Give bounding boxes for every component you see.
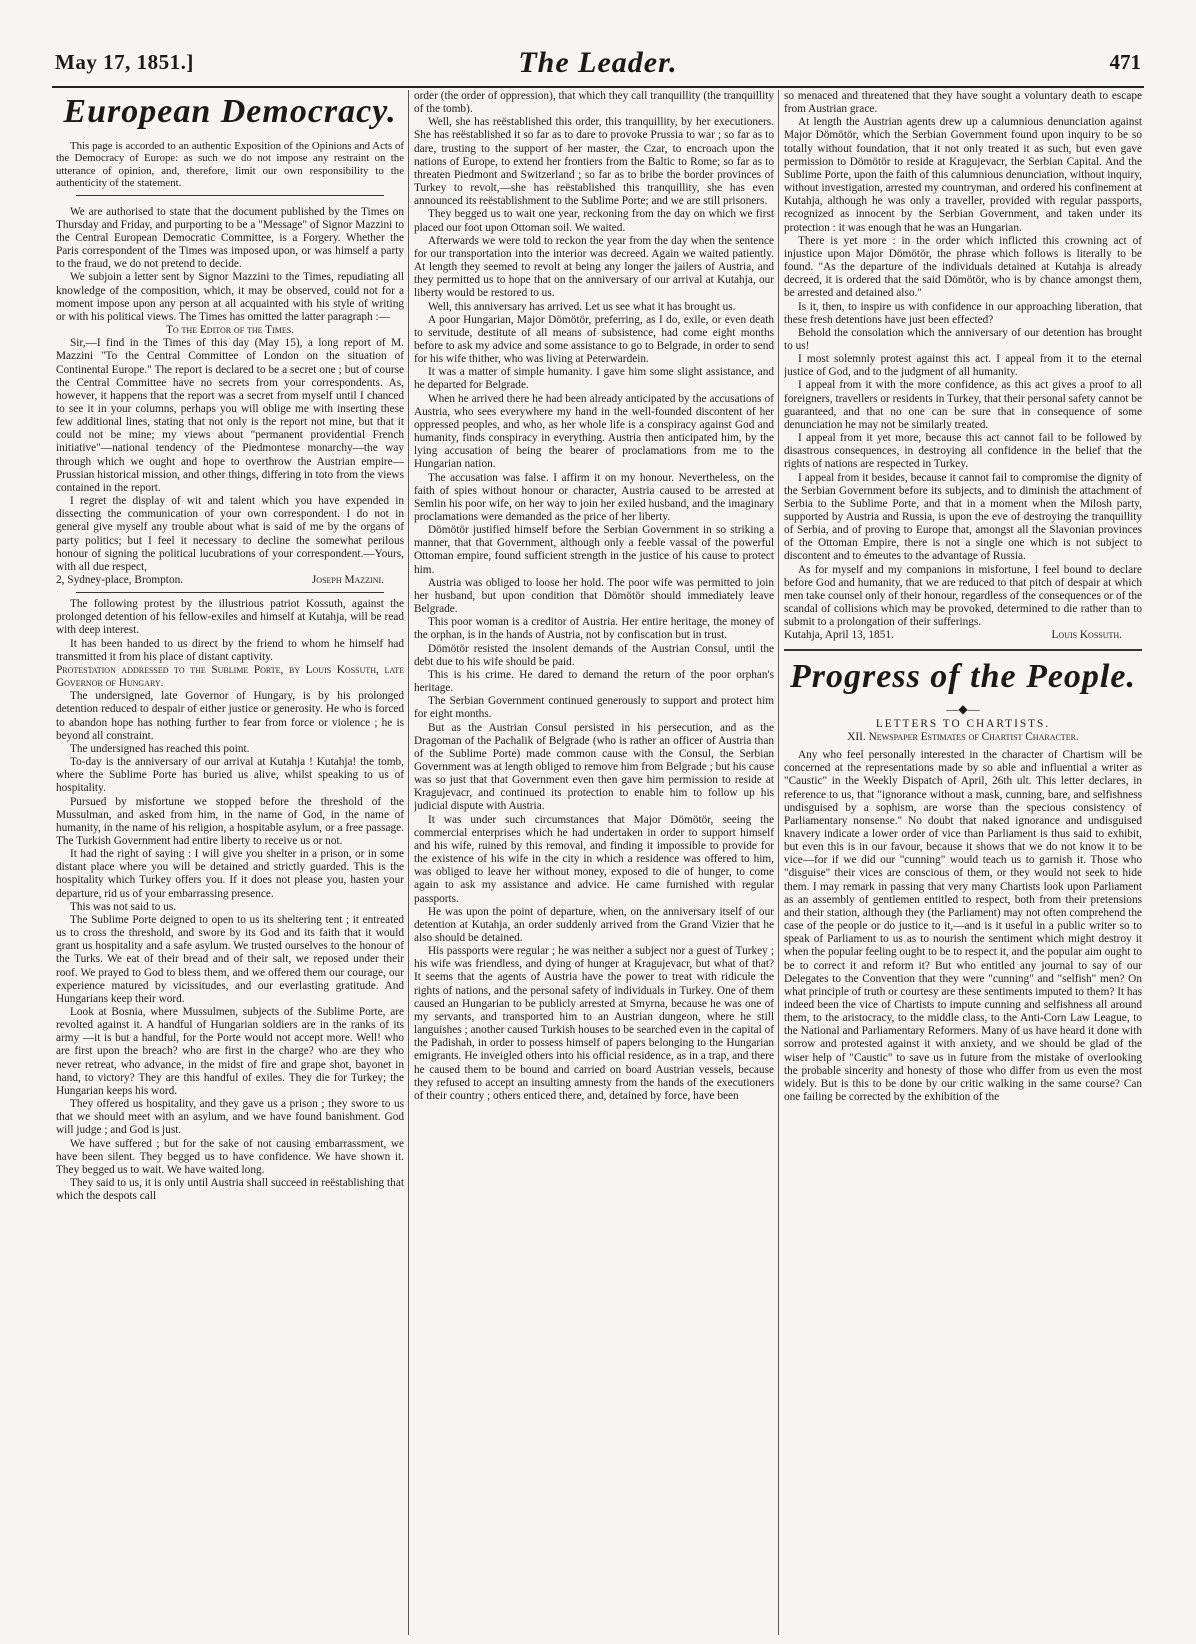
protest-signoff xyxy=(784,629,1142,642)
section-intro: This page is accorded to an authentic Exposition of the Opinions and Acts of the Democracy of Europe: as such we do not impose any restraint on the utterance of opinion, and, therefore, limit our own responsibility to the authenticity of the statement. xyxy=(56,140,404,190)
protest-paragraph: The accusation was false. I affirm it on my honour. Nevertheless, on the faith of spies without honour or character, Austria caused to be arrested at Semlin his poor wife, on her way to join her exiled husband, and the imaginary proclamations were demanded as the price of her liberty. xyxy=(414,471,774,523)
letter-signoff xyxy=(56,574,404,587)
masthead xyxy=(45,46,1151,86)
protest-paragraph: As for myself and my companions in misfortune, I feel bound to declare before God and humanity, that we are reduced to that pitch of despair at which men take counsel only of their honour, regardless of the consequences or of the scandal of collisions which may be provoked, determined to die rather than to submit to a prolongation of their sufferings. xyxy=(784,563,1142,629)
column-3 xyxy=(784,90,1142,1635)
protest-paragraph: I appeal from it with the more confidence, as this act gives a proof to all foreigners, travellers or residents in Turkey, that their personal safety cannot be guaranteed, and that no one can be sure that in consequence of some denunciation he may not be similarly treated. xyxy=(784,379,1142,431)
protest-paragraph: They offered us hospitality, and they gave us a prison ; they swore to us that we should meet with an asylum, and we have found banishment. God will judge ; and God is just. xyxy=(56,1098,404,1137)
protest-paragraph: It had the right of saying : I will give you shelter in a prison, or in some distant place where you will be detained and strictly guarded. This is the hospitality which Turkey offers you. If it does not please you, hasten your departure, rid us of your embarrassing presence. xyxy=(56,848,404,900)
protest-paragraph: Austria was obliged to loose her hold. The poor wife was permitted to join her husband, but upon condition that Dömötör should immediately leave Belgrade. xyxy=(414,576,774,616)
protest-paragraph: I appeal from it yet more, because this act cannot fail to be followed by disastrous consequences, in destroying all confidence in the belief that the rights of nations are respected in Turkey. xyxy=(784,432,1142,471)
letter-heading: To the Editor of the Times. xyxy=(166,324,294,337)
protest-paragraph: Well, this anniversary has arrived. Let us see what it has brought us. xyxy=(428,300,736,313)
protest-paragraph: It was a matter of simple humanity. I gave him some slight assistance, and he departed for Belgrade. xyxy=(414,366,774,392)
column-2 xyxy=(414,90,774,1635)
protest-paragraph: This was not said to us. xyxy=(70,900,177,913)
protest-paragraph: But as the Austrian Consul persisted in his persecution, and as the Dragoman of the Pachalik of Belgrade (who is rather an officer of Austria than of the Sublime Porte) made common cause with the Consul, the Serbian Government was at length obliged to remove him from Belgrade ; but his cause was so just that that Government even then gave him permission to reside at Kragujevacr, and continued its protection to enable him to follow up his judicial dispute with Austria. xyxy=(414,721,774,813)
column-divider xyxy=(408,90,409,1635)
protest-place-date: Kutahja, April 13, 1851. xyxy=(784,629,894,642)
protest-paragraph: They said to us, it is only until Austria shall succeed in reëstablishing that which the despots call xyxy=(56,1177,404,1203)
article-paragraph: We subjoin a letter sent by Signor Mazzini to the Times, repudiating all knowledge of the composition, which, it may be observed, could not for a moment impose upon any person at all acquainted with his style of writing or with his political views. The Times has omitted the latter paragraph :— xyxy=(56,271,404,323)
protest-signature: Louis Kossuth. xyxy=(1051,629,1122,642)
ornament-icon: —◆— xyxy=(946,701,980,716)
protest-paragraph: so menaced and threatened that they have sought a voluntary death to escape from Austrian grace. xyxy=(784,90,1142,116)
protest-paragraph: This is his crime. He dared to demand the return of the poor orphan's heritage. xyxy=(414,668,774,695)
column-1 xyxy=(56,90,404,1635)
protest-paragraph: Dömötör justified himself before the Serbian Government in so striking a manner, that that Government, although only a feeble vassal of the powerful Ottoman empire, found sufficient strength in the justice of his cause to protect him. xyxy=(414,524,774,576)
divider xyxy=(76,195,384,196)
protest-paragraph: The undersigned, late Governor of Hungary, is by his prolonged detention reduced to despair of either justice or generosity. He who is forced to abandon hope has nothing further to fear from force or violence ; he is beyond all constraint. xyxy=(56,690,404,742)
article-paragraph: The following protest by the illustrious patriot Kossuth, against the prolonged detention of his fellow-exiles and himself at Kutahja, will be read with deep interest. xyxy=(56,598,404,637)
protest-paragraph: This poor woman is a creditor of Austria. Her entire heritage, the money of the orphan, is in the hands of Austria, not by confiscation but in trust. xyxy=(414,616,774,642)
protest-paragraph: To-day is the anniversary of our arrival at Kutahja ! Kutahja! the tomb, where the Sublime Porte has buried us alive, whilst speaking to us of hospitality. xyxy=(56,756,404,795)
protest-paragraph: He was upon the point of departure, when, on the anniversary itself of our detention at Kutahja, an order suddenly arrived from the Grand Vizier that he also should be detained. xyxy=(414,905,774,944)
protest-paragraph: There is yet more : in the order which inflicted this crowning act of injustice upon Major Dömötör, the phrase which follows is literally to be found. "As the departure of the individuals detained at Kutahja is already decreed, it is ordered that the said Dömötör, who is by chance amongst them, be arrested and detained also." xyxy=(784,234,1142,300)
protest-paragraph: We have suffered ; but for the sake of not causing embarrassment, we have been silent. They begged us to have confidence. We have shown it. They begged us to wait. We have waited long. xyxy=(56,1137,404,1176)
letter-paragraph: I regret the display of wit and talent which you have expended in dissecting the communication of your own correspondent. I do not in general give myself any trouble about what is said of me by the organs of party politics; but I feel it necessary to decline the somewhat perilous honour of signing the political lucubrations of your correspondent.—Yours, with all due respect, xyxy=(56,495,404,573)
letter-title: XII. Newspaper Estimates of Chartist Character. xyxy=(847,730,1079,743)
protest-paragraph: When he arrived there he had been already anticipated by the accusations of Austria, who sees everywhere my hand in the well-founded discontent of her oppressed peoples, and who, as her whole life is a conspiracy against God and humanity, finds conspiracy in everything. Austria then anticipated him, by the lying accusation of being the bearer of proclamations from me to the Hungarian nation. xyxy=(414,392,774,471)
protest-paragraph: Well, she has reëstablished this order, this tranquillity, by her executioners. She has reëstablished it so far as to dare to provoke Prussia to war ; so far as to dare, trusting to the support of her master, the Czar, to encroach upon the nations of Europe, to extend her frontiers from the Baltic to Rome; so far as to threaten Piedmont and Switzerland ; so far as to bribe the border provinces of Turkey to revolt,—she has reëstablished this tranquillity, she has even announced its reëstablishment to the Sublime Porte; and we are still prisoners. xyxy=(414,116,774,208)
section-heading-european-democracy: European Democracy. xyxy=(63,93,397,130)
protest-paragraph: His passports were regular ; he was neither a subject nor a guest of Turkey ; his wife was friendless, and dying of hunger at Kragujevacr, but what of that? It seems that the agents of Austria have the power to treat with ridicule the rights of nations, and the personal safety of individuals in Turkey. One of them caused an Hungarian to be publicly arrested at Smyrna, because he was one of my servants, and transported him to an Austrian dungeon, where he still languishes ; another caused Turkish houses to be searched even in the capital of the Padishah, in order to possess himself of papers belonging to the Hungarian emigrants. He inveigled others into his official residence, as in a trap, and there he caused them to be bound and carried on board Austrian vessels, because they refused to accept an insulting amnesty from the hands of the executioners of their country ; others enticed there, and, detained by force, have been xyxy=(414,945,774,1102)
section-divider xyxy=(784,649,1142,651)
protest-paragraph: The undersigned has reached this point. xyxy=(70,742,250,755)
issue-date: May 17, 1851.] xyxy=(55,50,194,74)
protest-paragraph: At length the Austrian agents drew up a calumnious denunciation against Major Dömötör, which the Serbian Government found upon inquiry to be so totally without foundation, that it not only treated it as such, but even gave permission to Dömötör to reside at Kragujevacr, the Serbian Capital. And the Sublime Porte, upon the faith of this calumnious denunciation, without inquiry, without investigation, arrested my countryman, and ordered his confinement at Kutahja, although he was only a traveller, provided with regular passports, recognized as innocent by the Serbian Government, and taken under its protection : it was enough that he was an Hungarian. xyxy=(784,116,1142,234)
protest-paragraph: I appeal from it besides, because it cannot fail to compromise the dignity of the Serbian Government before its subjects, and to diminish the attachment of Serbia to the Sublime Porte, and that in a moment when the Milosh party, supported by Austria and Russia, is upon the eve of destroying the tranquillity of Serbia, and of proving to Europe that, amongst all the Slavonian provinces of the Ottoman Empire, there is not a single one which is not subject to discontent and to émeutes to the advantage of Russia. xyxy=(784,471,1142,563)
protest-paragraph: Behold the consolation which the anniversary of our detention has brought to us! xyxy=(784,326,1142,352)
article-paragraph: It has been handed to us direct by the friend to whom he himself had transmitted it from his place of distant captivity. xyxy=(56,637,404,663)
protest-paragraph: The Serbian Government continued generously to support and protect him for eight months. xyxy=(414,695,774,721)
protest-paragraph: order (the order of oppression), that which they call tranquillity (the tranquillity of the tomb). xyxy=(414,90,774,116)
protest-paragraph: They begged us to wait one year, reckoning from the day on which we first placed our foot upon Ottoman soil. We waited. xyxy=(414,208,774,234)
divider xyxy=(76,592,384,593)
top-rule xyxy=(52,86,1144,88)
newspaper-title: The Leader. xyxy=(518,46,678,79)
protest-paragraph: I most solemnly protest against this act. I appeal from it to the eternal justice of God, and to the judgment of all humanity. xyxy=(784,353,1142,379)
letter-address: 2, Sydney-place, Brompton. xyxy=(56,574,184,586)
protest-paragraph: Pursued by misfortune we stopped before the threshold of the Mussulman, and asked from him, in the name of God, in the name of humanity, in the name of his religion, a hospitable asylum, or a free passage. The Turkish Government had entire liberty to receive us or not. xyxy=(56,795,404,847)
article-paragraph: We are authorised to state that the document published by the Times on Thursday and Friday, and purporting to be a "Message" of Signor Mazzini to the Central European Democratic Committee, is a Forgery. Whether the Paris correspondent of the Times was imposed upon, or was himself a party to the fraud, we do not pretend to decide. xyxy=(56,205,404,271)
article-paragraph: Any who feel personally interested in the character of Chartism will be concerned at the representations made by so able and influential a writer as "Caustic" in the Weekly Dispatch of April, 26th ult. This letter declares, in reference to us, that "ignorance without a mask, cunning, bare, and selfishness undisguised by a sophism, are worse than the specious consistency of Parliamentary nonsense." No doubt that naked ignorance and undisguised knavery indicate a lower order of vice than Parliament is thus said to exhibit, but even this is in our favour, because it shows that we do not know it to be vice—for if we did our "cunning" would teach us to garnish it. Those who "disguise" their vices are conscious of them, or they would not seek to hide them. I may remark in passing that very many Chartists look upon Parliament as an assembly of gentlemen entitled to respect, both from their pretensions and their station, although they (the Parliament) may not often comprehend the case of the people or do justice to it,—and is it useful in a public writer so to speak of Parliament to us as to nourish the sentiment which might destroy it when the popular feeling ought to be to respect it, and the popular aim ought to be to correct it and reform it? But who entitled any journal to say of our Delegates to the Convention that they were "cunning" and "selfish" men? On what principle of truth or courtesy are these sentiments imputed to them? It has indeed been the vice of Chartists to impute cunning and selfishness all around them, to the aristocracy, to the middle class, to the Anti-Corn Law League, to the National and Parliamentary Reformers. Many of us have heard it done with sorrow and protested against it with anxiety, and we should be glad of the wiser help of "Caustic" to save us in future from the mistake of overlooking the probable sincerity and honesty of those who differ from us even the most widely. But is this to be done by our critic walking in the same course? Can one failing be corrected by the exhibition of the xyxy=(784,749,1142,1104)
page-number: 471 xyxy=(1109,50,1141,74)
protest-paragraph: Look at Bosnia, where Mussulmen, subjects of the Sublime Porte, are revolted against it. A handful of Hungarian soldiers are in the ranks of its army —it is but a handful, for the Porte would not accept more. Well! who are first upon the breach? who are first in the charge? who are they who never retreat, who advance, in the midst of fire and grape shot, bayonet in hand, to victory? They are this handful of exiles. They die for Turkey; the Hungarian keeps his word. xyxy=(56,1006,404,1097)
protest-paragraph: Dömötör resisted the insolent demands of the Austrian Consul, until the debt due to his wife should be paid. xyxy=(414,642,774,668)
protest-paragraph: Is it, then, to inspire us with confidence in our approaching liberation, that these fresh detentions have just been effected? xyxy=(784,300,1142,326)
letter-paragraph: Sir,—I find in the Times of this day (May 15), a long report of M. Mazzini "To the Central Committee of London on the situation of Continental Europe." The report is declared to be a secret one ; but of course the Central Committee have no secrets from your correspondents. As, however, it happens that the report was a secret from myself until I chanced to see it in your columns, perhaps you will oblige me with inserting these few additional lines, stating that not only is the report not mine, but that it could not be mine; my views about "permanent providential French initiative"—national tendency of the Piedmontese monarchy—the way through which we ought and hope to overthrow the Austrian empire—Prussian historical mission, and other things, differing in toto from the views contained in the report. xyxy=(56,337,404,494)
column-divider xyxy=(778,90,779,1635)
protest-heading: Protestation addressed to the Sublime Porte, by Louis Kossuth, late Governor of Hungary. xyxy=(56,663,404,690)
protest-paragraph: A poor Hungarian, Major Dömötör, preferring, as I do, exile, or even death to servitude, destitute of all means of subsistence, had come eight months before to ask my advice and some assistance to go to Belgrade, in order to send for his wife thither, who was living at Peterwardein. xyxy=(414,313,774,366)
protest-paragraph: The Sublime Porte deigned to open to us its sheltering tent ; it entreated us to cross the threshold, and swore by its God and its faith that it would grant us hospitality and a safe asylum. We trusted ourselves to the honour of the Turks. We eat of their bread and of their salt, we reposed under their roof. We prayed to God to bless them, and we offered them our courage, our experience matured by vicissitudes, and our everlasting gratitude. And Hungarians keep their word. xyxy=(56,913,404,1005)
protest-paragraph: Afterwards we were told to reckon the year from the day when the sentence for our transportation into the interior was decreed. Again we waited patiently. At length they seemed to revolt at being any longer the jailers of Austria, and they permitted us to hope that on the anniversary of our arrival at Kutahja, our liberty would be restored to us. xyxy=(414,234,774,300)
protest-paragraph: It was under such circumstances that Major Dömötör, seeing the commercial enterprises which he had undertaken in order to support himself and his wife, ruined by this removal, and finding it impossible to provide for the existence of his wife in the city in which a residence was offered to him, was obliged to leave her without money, exposed to die of hunger, to come again to ask my assistance and advice. He came furnished with regular passports. xyxy=(414,813,774,905)
series-heading: LETTERS TO CHARTISTS. xyxy=(875,717,1051,730)
section-heading-progress-of-the-people: Progress of the People. xyxy=(790,657,1136,695)
letter-signature: Joseph Mazzini. xyxy=(311,574,384,586)
